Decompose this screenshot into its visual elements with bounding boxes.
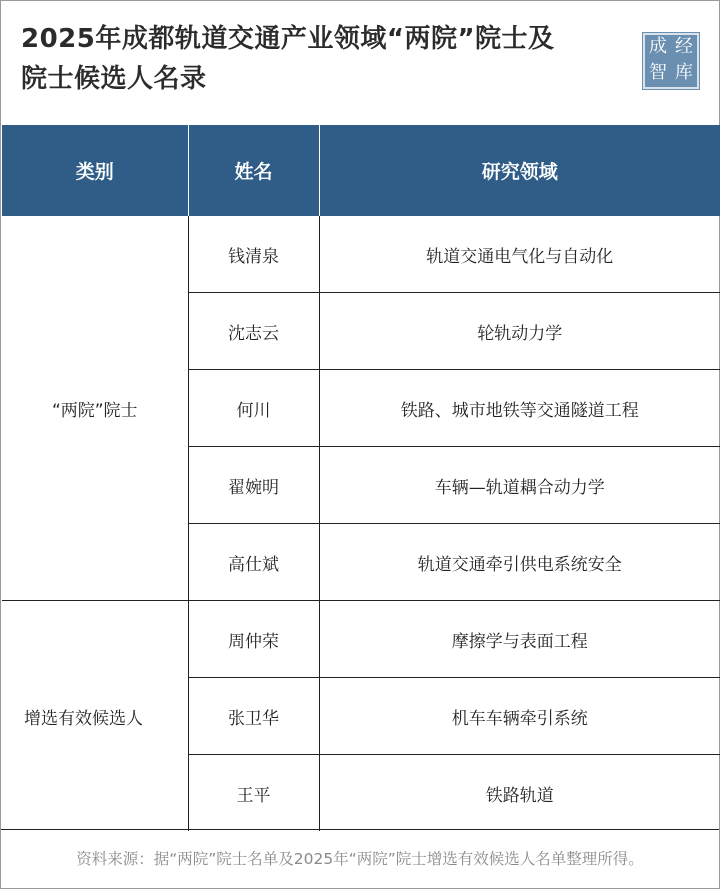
- field-cell: 轮轨动力学: [319, 293, 720, 370]
- column-header-category: 类别: [2, 125, 188, 216]
- name-cell: 高仕斌: [188, 524, 319, 601]
- field-cell: 轨道交通牵引供电系统安全: [319, 524, 720, 601]
- source-note: 资料来源：据“两院”院士名单及2025年“两院”院士增选有效候选人名单整理所得。: [1, 829, 719, 888]
- name-cell: 沈志云: [188, 293, 319, 370]
- name-cell: 何川: [188, 370, 319, 447]
- name-cell: 周仲荣: [188, 601, 319, 678]
- page-title: [21, 19, 621, 99]
- logo-char: 库: [675, 62, 693, 83]
- table-row: [2, 216, 720, 293]
- category-cell: “两院”院士: [2, 216, 188, 601]
- field-cell: 轨道交通电气化与自动化: [426, 246, 614, 267]
- title-line-2: 院士候选人名录: [21, 64, 207, 94]
- column-header-name: 姓名: [188, 125, 319, 216]
- name-cell: 张卫华: [188, 678, 319, 755]
- name-cell: 翟婉明: [188, 447, 319, 524]
- category-cell: 增选有效候选人: [2, 601, 188, 832]
- academician-table: [2, 125, 720, 831]
- table-header-row: [2, 125, 720, 216]
- column-header-field: 研究领域: [319, 125, 720, 216]
- name-cell: 王平: [188, 755, 319, 832]
- table-row: [2, 601, 720, 678]
- field-cell: 铁路轨道: [319, 755, 720, 832]
- field-cell: 机车车辆牵引系统: [319, 678, 720, 755]
- logo-char: 智: [649, 62, 667, 83]
- title-line-1: 2025年成都轨道交通产业领域“两院”院士及: [21, 24, 555, 54]
- think-tank-logo: [643, 33, 699, 89]
- name-cell: 钱清泉: [188, 216, 319, 293]
- field-cell: 铁路、城市地铁等交通隧道工程: [319, 370, 720, 447]
- logo-char: 经: [675, 36, 693, 57]
- field-cell: 摩擦学与表面工程: [319, 601, 720, 678]
- field-cell: 车辆—轨道耦合动力学: [319, 447, 720, 524]
- logo-char: 成: [649, 36, 667, 57]
